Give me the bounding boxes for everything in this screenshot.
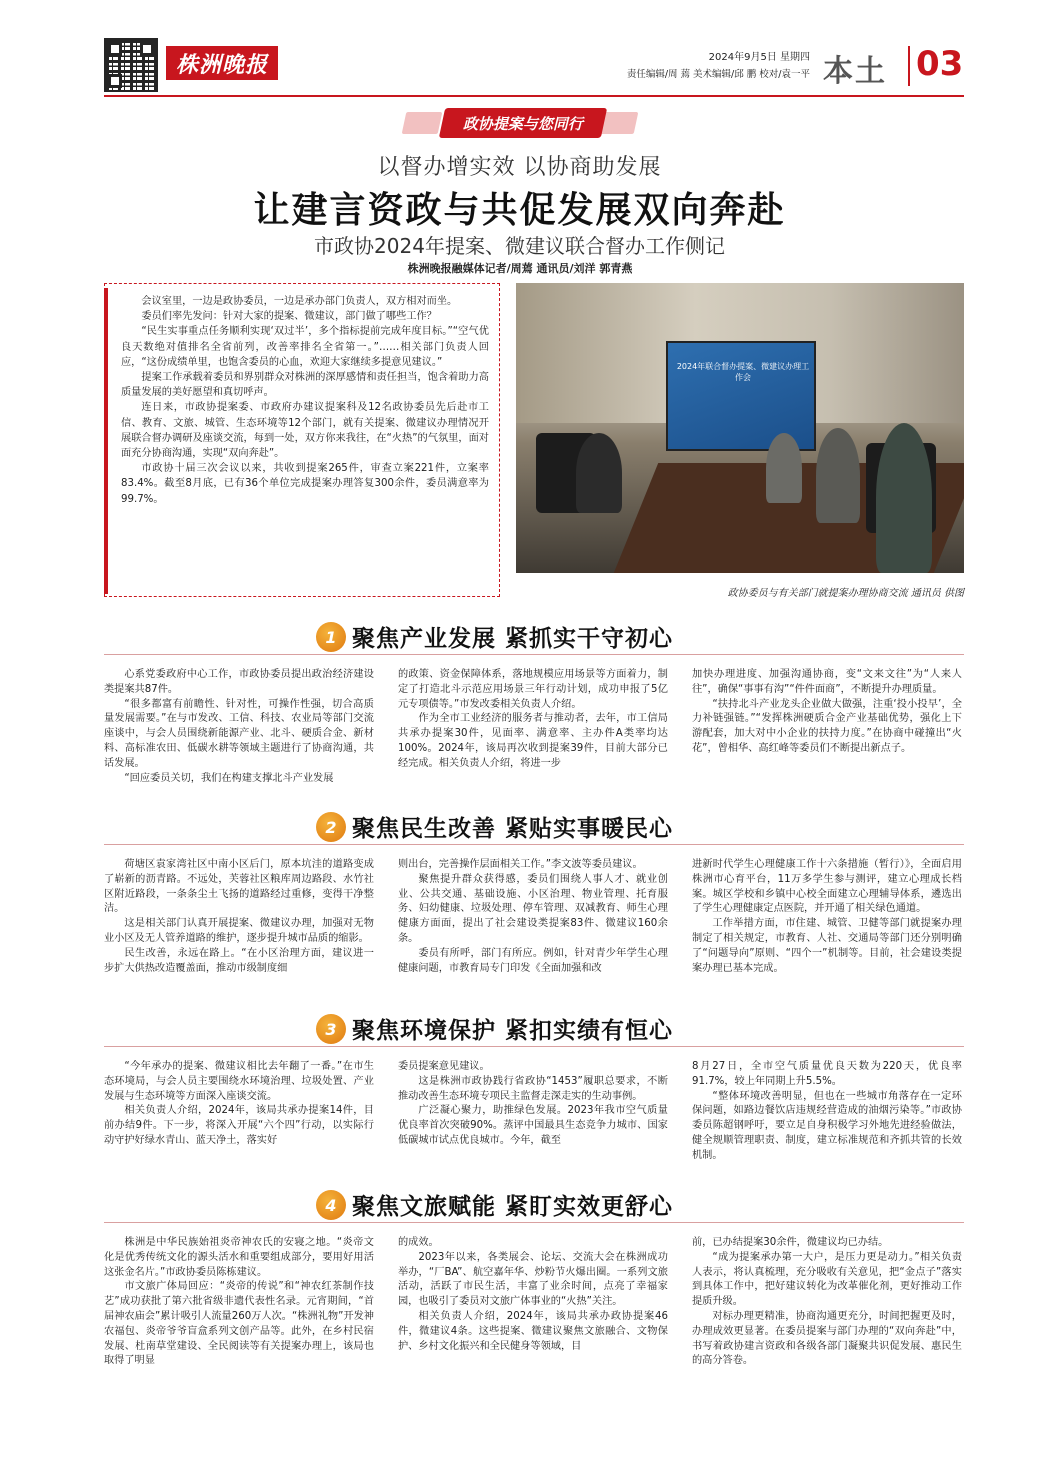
section-number-badge: 4 <box>316 1190 346 1220</box>
text-column <box>692 1236 962 1369</box>
paragraph: 8月27日，全市空气质量优良天数为220天，优良率91.7%，较上年同期上升5.5%。 <box>692 1061 962 1087</box>
paragraph: 2023年以来，各类展会、论坛、交流大会在株洲成功举办，“厂BA”、航空嘉年华、炒粉节火爆出圈。一系列文旅活动，活跃了市民生活，丰富了业余时间，点亮了幸福家园，也吸引了委员对文旅广体事业的“火热”关注。 <box>398 1251 668 1308</box>
paragraph: 相关负责人介绍，2024年，该局共承办政协提案46件，微建议4条。这些提案、微建议聚焦文旅融合、文物保护、乡村文化振兴和全民健身等领域，目 <box>398 1310 668 1352</box>
text-column <box>104 1060 374 1164</box>
section-heading-4 <box>0 1188 1039 1222</box>
section-2-body <box>104 858 964 976</box>
paragraph: 心系党委政府中心工作，市政协委员提出政治经济建设类提案共87件。 <box>104 669 374 695</box>
intro-paragraph: “民生实事重点任务顺利实现‘双过半’，多个指标提前完成年度目标。”“空气优良天数绝对值排名全省前列，改善率排名全省第一。”……相关部门负责人回应，“这份成绩单里，也饱含委员的心血，欢迎大家继续多提意见建议。” <box>121 326 489 368</box>
paragraph: 委员有所呼，部门有所应。例如，针对青少年学生心理健康问题，市教育局专门印发《全面加强和改 <box>398 947 668 974</box>
person <box>816 428 860 523</box>
section-rule <box>104 1222 964 1223</box>
paragraph: 这是株洲市政协践行省政协“1453”履职总要求，不断推动改善生态环境专项民主监督走深走实的生动事例。 <box>398 1075 668 1102</box>
text-column <box>398 858 668 976</box>
section-rule <box>104 1046 964 1047</box>
newspaper-logo: 株洲晚报 <box>166 46 278 80</box>
intro-paragraph: 市政协十届三次会议以来，共收到提案265件，审查立案221件，立案率83.4%。截至8月底，已有36个单位完成提案办理答复300余件，委员满意率为99.7%。 <box>121 463 489 505</box>
masthead-divider <box>908 46 910 86</box>
paragraph: 对标办理更精准，协商沟通更充分，时间把握更及时，办理成效更显著。在委员提案与部门办理的“双向奔赴”中，书写着政协建言资政和各级各部门凝聚共识促发展、惠民生的高分答卷。 <box>692 1310 962 1367</box>
paragraph: 则出台，完善操作层面相关工作。”李文波等委员建议。 <box>398 859 643 870</box>
paragraph: “整体环境改善明显，但也在一些城市角落存在一定环保问题，如路边餐饮店违规经营造成的油烟污染等。”市政协委员陈超钢呼吁，要立足自身积极学习外地先进经验做法，健全规顺管理职责、制度，建立标准规范和齐抓共管的长效机制。 <box>692 1090 962 1161</box>
paragraph: “很多都富有前瞻性、针对性，可操作性强，切合高质量发展需要。”在与市发改、工信、科技、农业局等部门交流座谈中，与会人员围绕新能源产业、北斗、硬质合金、新材料、高标准农田、低碳水耕等领域主题进行了协商沟通，共话发展。 <box>104 698 374 769</box>
paragraph: “成为提案承办第一大户，是压力更是动力。”相关负责人表示，将认真梳理，充分吸收有关意见，把“金点子”落实到具体工作中，把好建议转化为改革催化剂，更好推动工作提质升级。 <box>692 1251 962 1308</box>
text-column <box>692 1060 962 1164</box>
intro-paragraph: 委员们率先发问：针对大家的提案、微建议，部门做了哪些工作？ <box>141 311 437 323</box>
paragraph: “回应委员关切，我们在构建支撑北斗产业发展 <box>124 772 334 784</box>
section-title: 聚焦产业发展 紧抓实干守初心 <box>352 626 674 652</box>
page-number: 03 <box>916 44 964 84</box>
photo-caption: 政协委员与有关部门就提案办理协商交流 通讯员 供图 <box>727 588 964 599</box>
section-1-body <box>104 668 964 786</box>
paragraph: 市文旅广体局回应：“炎帝的传说”和“神农红茶制作技艺”成功获批了第六批省级非遗代表性名录。元宵期间，“首届神农庙会”累计吸引人流量260万人次。“株洲礼物”开发神农福包、炎帝爷爷盲盒系列文创产品等。此外，在乡村民宿发展、杜南草堂建设、全民阅读等有关提案办理上，该局也取得了明显 <box>104 1281 374 1367</box>
qr-code-icon[interactable] <box>104 38 158 92</box>
section-heading-3 <box>0 1012 1039 1046</box>
paragraph: 前，已办结提案30余件，微建议均已办结。 <box>692 1237 889 1248</box>
person <box>766 433 802 503</box>
paragraph: 作为全市工业经济的服务者与推动者，去年，市工信局共承办提案30件，见面率、满意率、主办件A类率均达100%。2024年，该局再次收到提案39件，目前大部分已经完成。相关负责人介绍，将进一步 <box>398 713 668 769</box>
text-column <box>104 858 374 976</box>
masthead-rule <box>104 95 964 97</box>
section-heading-1 <box>0 620 1039 654</box>
paragraph: 的政策、资金保障体系，落地规模应用场景等方面着力，制定了打造北斗示范应用场景三年行动计划，成功申报了5亿元专项债等。”市发改委相关负责人介绍。 <box>398 669 668 710</box>
section-heading-2 <box>0 810 1039 844</box>
byline: 株洲晚报融媒体记者/周蔫 通讯员/刘洋 郭青燕 <box>407 262 633 275</box>
paragraph: 广泛凝心聚力，助推绿色发展。2023年我市空气质量优良率首次突破90%。蒸评中国最具生态竞争力城市、国家低碳城市试点优良城市。今年，截至 <box>398 1105 668 1146</box>
paragraph: 荷塘区袁家湾社区中南小区后门，原本坑洼的道路变成了崭新的沥青路。不远处，芙蓉社区粮库周边路段、水竹社区附近路段，一条条尘土飞扬的道路经过重修，变得干净整洁。 <box>104 859 374 915</box>
section-number-badge: 1 <box>316 622 346 652</box>
paragraph: 的成效。 <box>398 1237 439 1248</box>
paragraph: 民生改善，永远在路上。“在小区治理方面，建议进一步扩大供热改造覆盖面，推动市级制度细 <box>104 947 374 974</box>
section-number-badge: 3 <box>316 1014 346 1044</box>
section-number-badge: 2 <box>316 812 346 842</box>
main-headline: 让建言资政与共促发展双向奔赴 <box>253 190 786 231</box>
paragraph: “今年承办的提案、微建议相比去年翻了一番。”在市生态环境局，与会人员主要围绕水环境治理、垃圾处置、产业发展与生态环境等方面深入座谈交流。 <box>104 1061 374 1102</box>
paragraph: “扶持北斗产业龙头企业做大做强，注重‘投小投早’，全力补链强链。”“发挥株洲硬质合金产业基础优势，强化上下游配套，加大对中小企业的扶持力度。”在协商中碰撞出“火花”，曾相华、高红峰等委员们不断提出新点子。 <box>692 698 962 754</box>
section-3-body <box>104 1060 964 1164</box>
person <box>876 423 932 573</box>
text-column <box>398 668 668 786</box>
paragraph: 相关负责人介绍，2024年，该局共承办提案14件，目前办结9件。下一步，将深入开展“六个四”行动，以实际行动守护好绿水青山、蓝天净土，落实好 <box>104 1105 374 1146</box>
screen-title: 2024年联合督办提案、微建议办理工作会 <box>676 362 810 382</box>
person <box>576 433 622 513</box>
paragraph: 加快办理进度、加强沟通协商，变“文来文往”为“人来人往”，确保“事事有沟”“件件面商”，不断提升办理质量。 <box>692 669 962 695</box>
intro-box <box>104 283 500 597</box>
masthead <box>0 0 1039 100</box>
intro-paragraph: 连日来，市政协提案委、市政府办建议提案科及12名政协委员先后赴市工信、教育、文旅、城管、生态环境等12个部门，就有关提案、微建议办理情况开展联合督办调研及座谈交流，每到一处，双方你来我往，在“火热”的气氛里，面对面充分协商沟通，实现“双向奔赴”。 <box>121 402 489 460</box>
paragraph: 工作举措方面，市住建、城管、卫健等部门就提案办理制定了相关规定，市教育、人社、交通局等部门还分别明确了“问题导向”原则、“四个一”机制等。目前，社会建设类提案办理已基本完成。 <box>692 918 962 974</box>
text-column <box>692 668 962 786</box>
text-column <box>692 858 962 976</box>
section-title: 聚焦民生改善 紧贴实事暖民心 <box>352 816 674 842</box>
editor-credits: 责任编辑/周 蔫 美术编辑/邱 鹏 校对/袁一平 <box>626 69 810 80</box>
text-column <box>104 668 374 786</box>
text-column <box>398 1060 668 1164</box>
intro-paragraph: 会议室里，一边是政协委员，一边是承办部门负责人，双方相对而坐。 <box>141 296 458 307</box>
section-4-body <box>104 1236 964 1369</box>
text-column <box>398 1236 668 1369</box>
text-column <box>104 1236 374 1369</box>
issue-date: 2024年9月5日 星期四 <box>708 52 810 63</box>
paragraph: 委员提案意见建议。 <box>398 1061 490 1072</box>
section-rule <box>104 844 964 845</box>
intro-bracket <box>104 288 112 594</box>
paragraph: 聚焦提升群众获得感，委员们围绕人事人才、就业创业、公共交通、基础设施、小区治理、物业管理、托育服务、妇幼健康、垃圾处理、停车管理、双减教育、师生心理健康方面面，提出了社会建设类提案83件、微建议160余条。 <box>398 873 668 944</box>
projector-screen <box>666 341 816 451</box>
intro-paragraph: 提案工作承载着委员和界别群众对株洲的深厚感情和责任担当，饱含着助力高质量发展的美好愿望和真切呼声。 <box>121 372 489 399</box>
kicker-headline: 以督办增实效 以协商助发展 <box>377 155 662 180</box>
section-rule <box>104 654 964 655</box>
meeting-photo <box>516 283 964 573</box>
section-name: 本土 <box>823 54 887 89</box>
paragraph: 进新时代学生心理健康工作十六条措施（暂行）》，全面启用株洲市心育平台，11万多学生参与测评，建立心理成长档案。城区学校和乡镇中心校全面建立心理辅导体系，遴选出了学生心理健康定点医院，并开通了相关绿色通道。 <box>692 859 962 915</box>
subheadline: 市政协2024年提案、微建议联合督办工作侧记 <box>314 234 725 258</box>
tag-decoration-left <box>402 112 443 134</box>
paragraph: 这是相关部门认真开展提案、微建议办理，加强对无物业小区及无人管养道路的维护，逐步提升城市品质的缩影。 <box>104 918 374 944</box>
paragraph: 株洲是中华民族始祖炎帝神农氏的安寝之地。“炎帝文化是优秀传统文化的源头活水和重要组成部分，要用好用活这张金名片。”市政协委员陈栋建议。 <box>104 1237 374 1278</box>
section-title: 聚焦文旅赋能 紧盯实效更舒心 <box>352 1194 674 1220</box>
section-title: 聚焦环境保护 紧扣实绩有恒心 <box>352 1018 674 1044</box>
intro-text <box>121 294 489 507</box>
column-tag: 政协提案与您同行 <box>439 108 607 138</box>
